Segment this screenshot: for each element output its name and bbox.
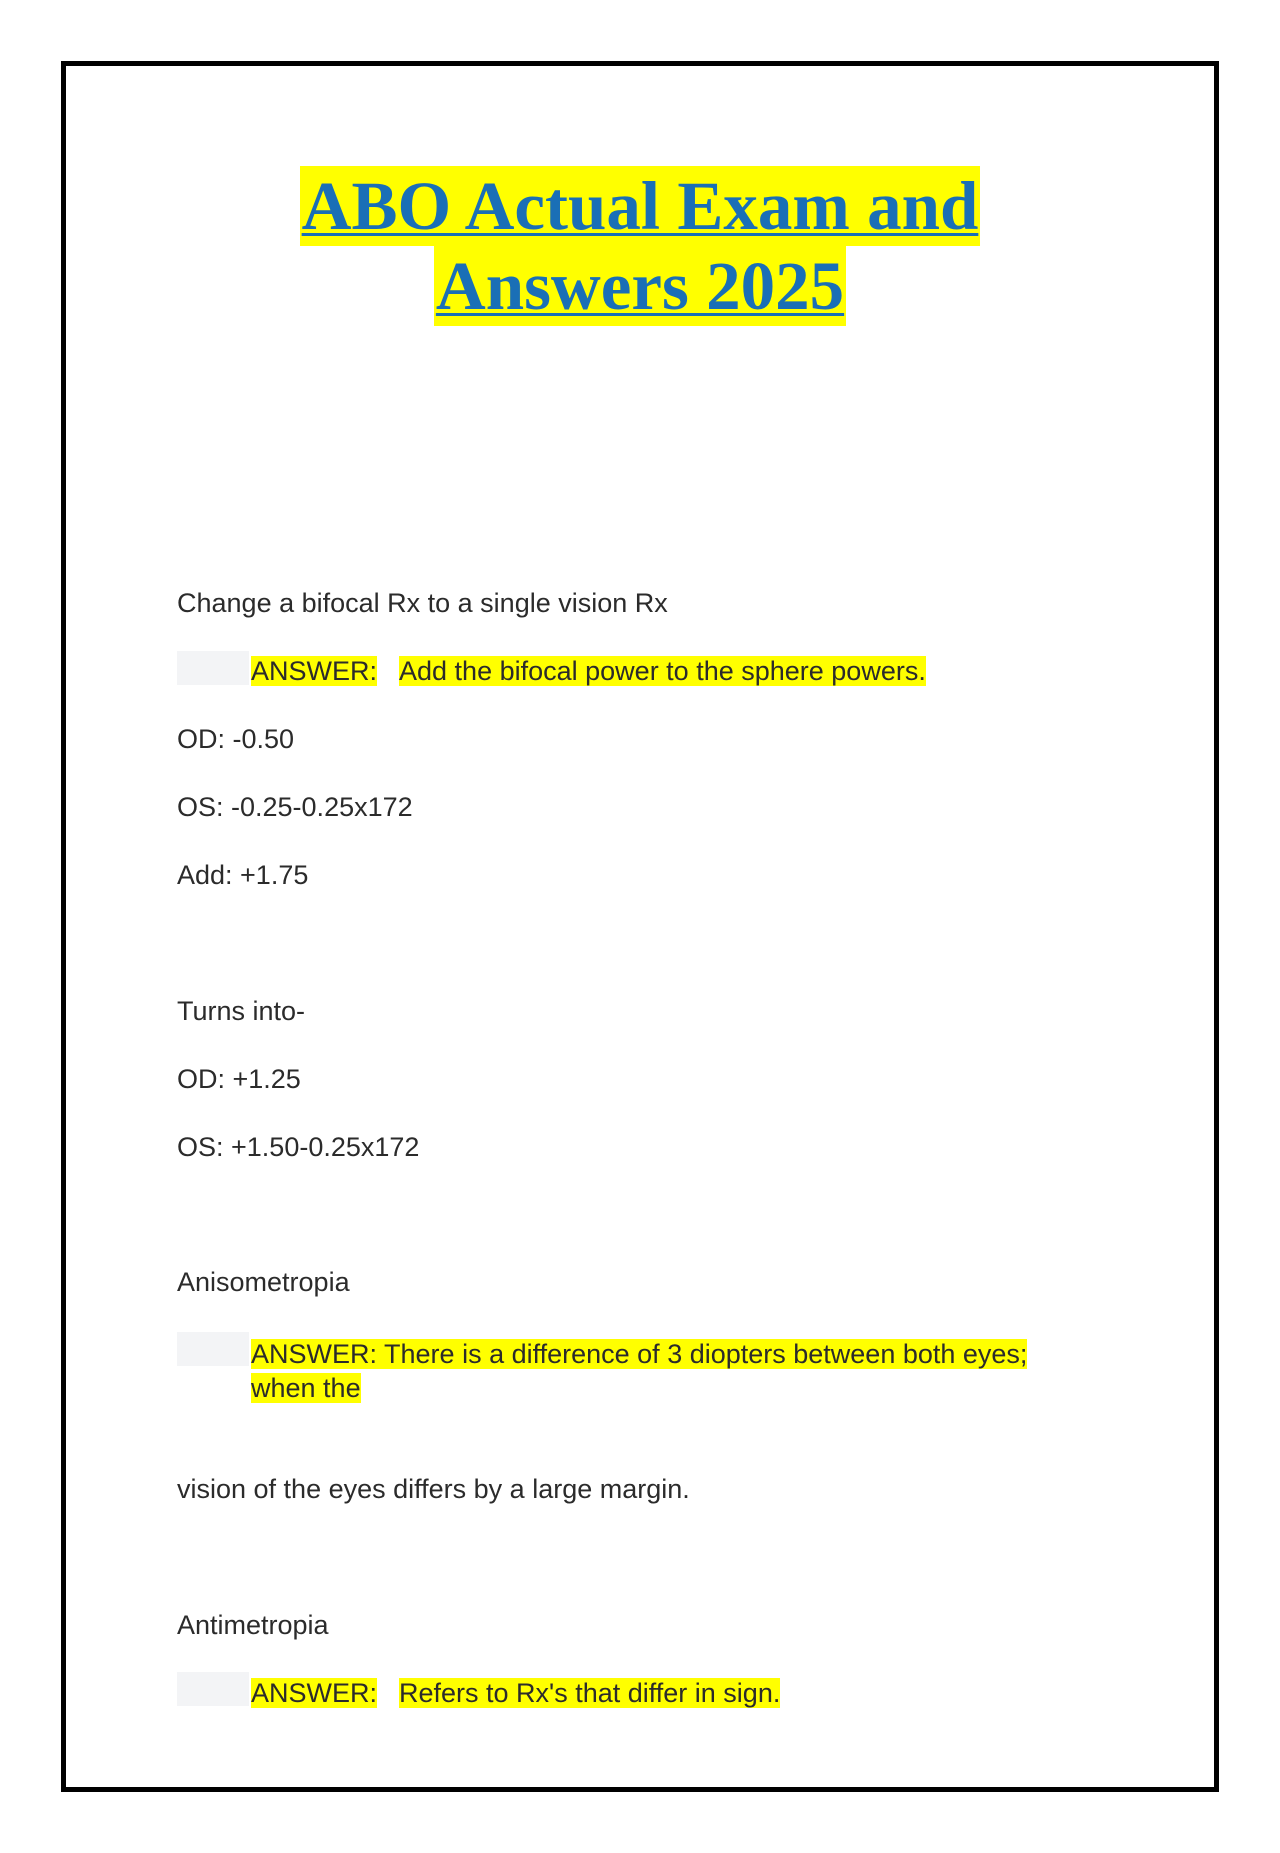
answer-row — [251, 1676, 780, 1710]
question-text: Anisometropia — [177, 1267, 350, 1297]
detail-line: Add: +1.75 — [177, 860, 309, 890]
answer-row-continued — [251, 1371, 361, 1405]
detail-line: OS: +1.50-0.25x172 — [177, 1132, 420, 1162]
detail-line: OS: -0.25-0.25x172 — [177, 792, 413, 822]
answer-marker-box — [177, 1332, 249, 1366]
detail-line: Turns into- — [177, 996, 306, 1026]
detail-line: OD: -0.50 — [177, 724, 295, 754]
answer-text: There is a difference of 3 diopters between both eyes; — [384, 1339, 1028, 1369]
title-line-2: Answers 2025 — [435, 248, 845, 324]
answer-label: ANSWER: — [251, 656, 378, 686]
question-text: Change a bifocal Rx to a single vision Rx — [177, 588, 668, 618]
answer-label: ANSWER: — [251, 1678, 378, 1708]
answer-continuation: vision of the eyes differs by a large margin. — [177, 1474, 690, 1504]
answer-label: ANSWER: — [251, 1339, 378, 1369]
question-text: Antimetropia — [177, 1610, 329, 1640]
title-line-1: ABO Actual Exam and — [301, 168, 979, 244]
detail-line: OD: +1.25 — [177, 1064, 301, 1094]
document-title — [0, 166, 1280, 326]
answer-text: Refers to Rx's that differ in sign. — [399, 1678, 781, 1708]
answer-row — [251, 1337, 1027, 1371]
answer-row — [251, 654, 926, 688]
answer-text: Add the bifocal power to the sphere powers. — [399, 656, 926, 686]
answer-text: when the — [251, 1373, 361, 1403]
answer-marker-box — [177, 1672, 249, 1706]
answer-marker-box — [177, 651, 249, 685]
